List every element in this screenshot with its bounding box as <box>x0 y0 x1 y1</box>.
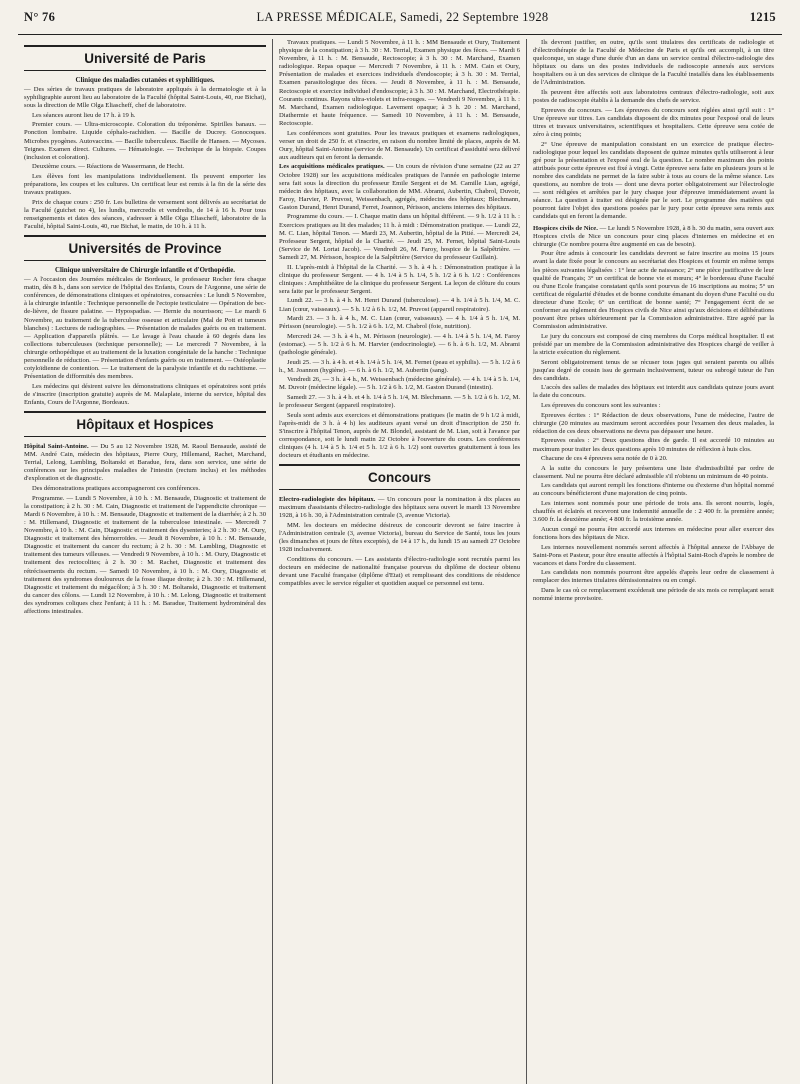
paragraph: Ils devront justifier, en outre, qu'ils sont titulaires des certificats de radiologie et d'électrothérapie de la Faculté de Médecine de Paris et qu'ils ont accompli, à un titre quelconque, un stage d'une durée d'un an dans un service central d'électro-radiologie des hôpitaux ou dans un des postes individuels de radioscopie annexés aux services hospitaliers ou à un des services de clinique de la Faculté installés dans les établissements de l'Administration. <box>533 39 774 87</box>
paragraph <box>533 225 774 249</box>
column-3 <box>526 39 780 1084</box>
paragraph: Seuls sont admis aux exercices et démonstrations pratiques (le matin de 9 h 1/2 à midi, l'après-midi de 3 h. à 4 h) les auditeurs ayant versé un droit d'inscription de 250 fr. S'inscrire à l'hôpital Tenon, auprès de M. Blondel, assistant de M. Lian, soit à l'avance par correspondance, soit le lundi matin 22 Octobre à l'ouverture du cours. Les conférences cliniques (4 h. 1/4 à 5 h. 1/4 et 5 h. 1/2 à 6 h. 1/2) sont ouvertes gratuitement à tous les docteurs et étudiants en médecine. <box>279 411 520 460</box>
paragraph <box>24 443 266 483</box>
paragraph: Jeudi 25. — 3 h. à 4 h. et 4 h. 1/4 à 5 h. 1/4, M. Fernet (peau et syphilis). — 5 h. 1/2 à 6 h., M. Joannon (hygiène). — 6 h. à 6 h. 1/2, M. Aubertin (sang). <box>279 358 520 374</box>
paragraph-text: — Du 5 au 12 Novembre 1928, M. Raoul Bensaude, assisté de MM. André Cain, médecin des hôpitaux, Pierre Oury, Hillemand, Rachet, Marchand, Terrial, Lelong, Lambling, Boltanski et Baradue, fera, dans son service, une série de conférences sur les principales maladies de l'intestin (rectum inclus) et les méthodes d'exploration et de diagnostic. <box>24 443 266 483</box>
paragraph-text: — Un concours pour la nomination à dix places au maximum d'assistants d'électro-radiologie des hôpitaux sera ouvert le mardi 13 Novembre 1928, à 16 h. 30, à l'Administration centrale (3, avenue Victoria). <box>279 496 520 520</box>
paragraph: Seront obligatoirement tenus de se récuser tous juges qui seraient parents ou alliés jusqu'au degré de cousin issu de germain inclusivement, tuteur ou subrogé tuteur de l'un des candidats. <box>533 358 774 382</box>
paragraph <box>279 163 520 212</box>
paragraph: L'accès des salles de malades des hôpitaux est interdit aux candidats quinze jours avant la date du concours. <box>533 384 774 400</box>
paragraph: Les médecins qui désirent suivre les démonstrations cliniques et opératoires sont priés de s'inscrire (inscription gratuite) auprès de M. Malaplate, interne du service, hôpital des Enfants, Cours de l'Argonne, Bordeaux. <box>24 382 266 406</box>
paragraph: Les candidats qui auront rempli les fonctions d'interne ou d'externe d'un hôpital nommé au concours bénéficieront d'une majoration de cinq points. <box>533 482 774 498</box>
paragraph: — A l'occasion des Journées médicales de Bordeaux, le professeur Rocher fera chaque matin, dès 8 h., dans son service de l'hôpital des Enfants, Cours de l'Argonne, une série de conférences, de démonstrations cliniques et opératoires, consacrées : Le lundi 5 Novembre, à la chirurgie infantile : Technique personnelle de l'ectopie testiculaire — Opération de bec-de-lièvre, de fissure palatine. — Hypospadias. — Hernie du nourrisson; — Le mardi 6 Novembre, au traitement de la tuberculose osseuse et articulaire (Mal de Pott et tumeurs blanches) : Lectures de radiographies. — Présentation de malades guéris ou en traitement. — Application d'appareils plâtrés. — Le lavage à l'eau chaude à 60 degrés dans les collections tuberculeuses (technique personnelle); — Le mercredi 7 Novembre, à la chirurgie orthopédique et au traitement de la luxation congénitale de la hanche : Technique personnelle de réduction. — Présentation d'enfants guéris ou en traitement. — Ostéoplastie cotyloïdienne de contention. — Le traitement de la paralysie infantile et du rachitisme. — Présentation de difformités des membres. <box>24 276 266 381</box>
paragraph: Epreuves orales : 2° Deux questions dites de garde. Il est accordé 10 minutes au maximum pour traiter les deux questions après 10 minutes de réflexion à huis clos. <box>533 437 774 453</box>
paragraph: Deuxième cours. — Réactions de Wassermann, de Hecht. <box>32 163 185 171</box>
paragraph: 2° Une épreuve de manipulation consistant en un exercice de pratique électro-radiologique pour lequel les candidats disposent de quinze minutes qu'ils utiliseront à leur gré pour la présentation et l'exposé oral de la question. Le nombre maximum des points attribués pour cette épreuve est fixé à vingt. Cette épreuve sera faite en plusieurs jours si le nombre des candidats ne permet de la faire subir à tous au cours de la même séance. Les questions, au nombre de trois — dont une devra porter obligatoirement sur l'électrologie — sont rédigées et arrêtées par le jury chaque jour d'épreuve immédiatement avant la séance. La question à traiter est désignée par le sort. Le programme des matières qui pourront faire l'objet des questions posées par le jury pour cette épreuve sera remis aux candidats qui en feront la demande. <box>533 140 774 221</box>
paragraph: Les internes nouvellement nommés seront affectés à l'hôpital annexe de l'Abbaye de Saint-Pons et Pasteur, pour être ensuite affectés à l'hôpital Saint-Roch d'après le nombre de vacances et dans l'ordre du classement. <box>533 543 774 567</box>
paragraph: Conditions du concours. — Les assistants d'électro-radiologie sont recrutés parmi les docteurs en médecine de nationalité française pourvus du diplôme de docteur obtenu devant une Faculté française (diplôme d'Etat) et remplissant des conditions de résidence compatibles avec le service régulier et quotidien auquel ce personnel est tenu. <box>279 555 520 588</box>
paragraph: MM. les docteurs en médecine désireux de concourir devront se faire inscrire à l'Administration centrale (3, avenue Victoria), bureau du Service de Santé, tous les jours (les dimanches et jours de fêtes exceptés), de 14 à 17 h., du lundi 15 au samedi 27 Octobre 1928 inclusivement. <box>279 521 520 554</box>
paragraph: Les épreuves du concours sont les suivantes : <box>541 402 661 410</box>
paragraph: Les séances auront lieu de 17 h. à 19 h. <box>32 111 136 119</box>
page-number: N° 76 <box>24 10 56 24</box>
paragraph: Vendredi 26, — 3 h. à 4 h., M. Weissenbach (médecine générale). — 4 h. 1/4 à 5 h. 1/4, M. Duvoir (médecine légale). — 5 h. 1/2 à 6 h. 1/2, M. Gaston Durand (intestin). <box>279 376 520 392</box>
paragraph: Les élèves font les manipulations individuellement. Ils peuvent emporter les préparations, les coupes et les cultures. Un certificat leur est remis à la fin de la série des travaux pratiques. <box>24 172 266 197</box>
paragraph: Samedi 27. — 3 h. à 4 h. et 4 h. 1/4 à 5 h. 1/4, M. Blechmann. — 5 h. 1/2 à 6 h. 1/2, M. le professeur Sergent (appareil respiratoire). <box>279 393 520 410</box>
paragraph: Mercredi 24. — 3 h. à 4 h., M. Périsson (neurologie). — 4 h. 1/4 à 5 h. 1/4, M. Faroy (estomac). — 5 h. 1/2 à 6 h. M. Harvier (endocrinologie). — 6 h. à 6 h. 1/2, M. Abrami (pathologie générale). <box>279 332 520 356</box>
paragraph: — Des séries de travaux pratiques de laboratoire appliqués à la dermatologie et à la syphiligraphie auront lieu au laboratoire de la Faculté (hôpital Saint-Louis, 40, rue Bichat), sous la direction de Mlle Olga Eliascheff, chef de laboratoire. <box>24 86 266 110</box>
paragraph: Programme. — Lundi 5 Novembre, à 10 h. : M. Bensaude, Diagnostic et traitement de la constipation; à 2 h. 30 : M. Cain, Diagnostic et traitement de l'appendicite chronique — Mardi 6 Novembre, à 10 h. : M. Bensaude, Diagnostic et traitement de la diarrhée; à 2 h. 30 : M. Hillemand, Diagnostic et traitement de la tuberculose intestinale. — Mercredi 7 Novembre, à 10 h. : M. Cain, Diagnostic et traitement des dysenteries; à 2 h. 30 : M. Oury, Diagnostic et traitement des hémorroïdes. — Jeudi 8 Novembre, à 10 h. : M. Bensaude, Diagnostic et traitement du cancer du rectum; à 2 h. 30 : M. Lambling, Diagnostic et traitement des tumeurs villeuses. — Vendredi 9 Novembre, à 10 h. : M. Oury, Diagnostic et traitement des rectocolites; à 2 h. 30 : M. Rachet, Diagnostic et traitement des rétrécissements du rectum. — Samedi 10 Novembre, à 10 h. : M. Oury, Diagnostic et traitement des syndromes douloureux de la fosse iliaque droite; à 2 h. 30 : M. Hillemand, Diagnostic et traitement du mégacôlon; à 3 h. 30 : M. Boltanski, Diagnostic et traitement du cancer des côlons. — Lundi 12 Novembre, à 10 h. : M. Lelong, Diagnostic et traitement des syndromes coliques chez l'enfant; à 11 h. : M. Baradue, Traitement hydrominéral des affections intestinales. <box>24 494 266 615</box>
run-in-heading: Hôpital Saint-Antoine. <box>24 443 89 451</box>
paragraph <box>279 496 520 520</box>
paragraph: A la suite du concours le jury présentera une liste d'admissibilité par ordre de classement. Nul ne pourra être déclaré admissible s'il n'obtenu un minimum de 40 points. <box>533 464 774 480</box>
paragraph: Les candidats non nommés pourront être appelés d'après leur ordre de classement à remplacer des internes titulaires démissionnaires ou en congé. <box>533 569 774 585</box>
run-in-heading: Les acquisitions médicales pratiques. <box>279 163 385 171</box>
paragraph: Le jury du concours est composé de cinq membres du Corps médical hospitalier. Il est présidé par un membre de la Commission administrative des Hospices chargé de veiller à la stricte exécution du règlement. <box>533 332 774 356</box>
paragraph: Epreuves écrites : 1° Rédaction de deux observations, l'une de médecine, l'autre de chirurgie (20 minutes au maximum seront accordées pour l'examen des deux malades, la rédaction de ces deux observations ne devra pas dépasser une heure. <box>533 411 774 435</box>
paragraph: Prix de chaque cours : 250 fr. Les bulletins de versement sont délivrés au secrétariat de la Faculté (guichet no 4), les lundis, mercredis et vendredis, de 14 à 16 h. Pour tous renseignements et dates des séances, s'adresser à Mlle Olga Eliascheff, laboratoire de la Faculté, hôpital Saint-Louis, 40, rue Bichat, le matin, de 10 h. à 11 h. <box>24 198 266 230</box>
run-in-heading: Hospices civils de Nice. <box>533 224 598 232</box>
paragraph-text: — Un cours de révision d'une semaine (22 au 27 Octobre 1928) sur les acquisitions médicales pratiques de l'année en pathologie interne sera fait sous la direction du professeur Emile Sergent et de M. Camille Lian, agrégé, médecin des hôpitaux, avec la collaboration de MM. Abrami, Aubertin, Chabrol, Duvoir, Faroy, Harvier, P. Pruvost, Weissenbach, agrégés, médecins des hôpitaux; Blechmann, Gaston Durand, Henri Durand, Ferret, Joannon, Périsson, anciens internes des hôpitaux. <box>279 163 521 211</box>
paragraph: Les conférences sont gratuites. Pour les travaux pratiques et examens radiologiques, verser un droit de 250 fr. et s'inscrire, en raison du nombre limité de places, auprès de M. Oury, hôpital Saint-Antoine (service de M. Bensaude). Un certificat d'assiduité sera délivré aux auditeurs qui en feront la demande. <box>279 129 520 161</box>
paragraph: Chacune de ces 4 épreuves sera notée de 0 à 20. <box>541 455 668 463</box>
columns <box>18 39 782 1084</box>
run-in-heading: Electro-radiologiste des hôpitaux. <box>279 496 376 504</box>
paragraph: Aucun congé ne pourra être accordé aux internes en médecine pour aller exercer des fonctions hors des hôpitaux de Nice. <box>533 525 774 541</box>
paragraph: Programme du cours. — I. Chaque matin dans un hôpital différent. — 9 h. 1/2 à 11 h. : Exercices pratiques au lit des malades; 11 h. à midi : Démonstration pratique. — Lundi 22, M. C. Lian, hôpital Tenon. — Mardi 23, M. Aubertin, hôpital de la Pitié. — Mercredi 24, Professeur Sergent, hôpital de la Charité. — Jeudi 25, M. Fernet, hôpital Saint-Louis (Service de M. Lortat Jacob). — Vendredi 26, M. Faroy, hospice de la Salpêtrière. — Samedi 27, M. Périsson, hospice de la Salpêtrière (Service du professeur Guillain). <box>279 213 520 261</box>
column-1 <box>18 39 272 1084</box>
paragraph: Ils peuvent être affectés soit aux laboratoires centraux d'électro-radiologie, soit aux postes de radioscopie établis à la demande des chefs de service. <box>533 89 774 105</box>
paragraph: Epreuves du concours. — Les épreuves du concours sont réglées ainsi qu'il suit : 1° Une épreuve sur titres. Les candidats disposent de dix minutes pour l'exposé oral de leurs titres et travaux universitaires, scientifiques et hospitaliers. Cette épreuve sera cotée de zéro à cinq points; <box>533 106 774 139</box>
paragraph: Lundi 22. — 3 h. à 4 h. M. Henri Durand (tuberculose). — 4 h. 1/4 à 5 h. 1/4, M. C. Lian (cœur, vaisseaux). — 5 h. 1/2 à 6 h. 1/2, M. Pruvost (appareil respiratoire). <box>279 297 520 313</box>
paragraph: Les internes sont nommés pour une période de trois ans. Ils seront nourris, logés, chauffés et éclairés et recevront une indemnité annuelle de : 2 400 fr. la première année; 3.600 fr. la deuxième année; 4 800 fr. la troisième année. <box>533 500 774 524</box>
section-title-paris: Université de Paris <box>24 45 266 71</box>
section-title-hopitaux: Hôpitaux et Hospices <box>24 411 266 437</box>
section-title-province: Universités de Province <box>24 235 266 261</box>
subheading-clinique-cutanee: Clinique des maladies cutanées et syphilitiques. <box>75 77 215 84</box>
paragraph: Travaux pratiques. — Lundi 5 Novembre, à 11 h. : MM Bensaude et Oury, Traitement physique de la constipation; à 3 h. 30 : M. Terrial, Examen physique des fèces. — Mardi 6 Novembre, à 11 h. : M. Bensaude, Rectoscopie; à 3 h. 30 : M. Marchand, Examen radiologique. Repas opaque — Mercredi 7 Novembre, à 11 h. : MM. Cain et Oury, Présentation de malades et exercices individuels d'endoscopie; à 3 h. 30 : M. Terrial, Examen parasitologique des fèces. — Jeudi 8 Novembre, à 11 h. : M. Bensaude, Rectoscopie et exercice individuel d'endoscopie; à 3 h. 30 : M. Marchand, Electrothérapie. Courants continus. Rayons ultra-violets et infra-rouges. — Vendredi 9 Novembre, à 11 h. : M. Marchand, Examen radiologique. Lavement opaque; à 3 h. 20 : M. Marchand, Diathermie et haute fréquence. — Samedi 10 Novembre, à 11 h. : M. Bensaude, Rectoscopie. <box>279 39 520 127</box>
subheading-chirurgie-infantile: Clinique universitaire de Chirurgie infantile et d'Orthopédie. <box>55 267 235 275</box>
paragraph: Mardi 23. — 3 h. à 4 h., M. C. Lian (cœur, vaisseaux). — 4 h. 1/4 à 5 h. 1/4, M. Périsson (neurologie). — 5 h. 1/2 à 6 h. 1/2, M. Chabrol (foie, nutrition). <box>279 315 520 331</box>
paragraph: Premier cours. — Ultra-microscopie. Coloration du tréponème. Spirilles banaux. — Ponction lombaire. Liquide céphalo-rachidien. — Bacille de Ducrey. Gonocoques. Microbes pyogènes. Autovaccins. — Bacille tuberculeux. Bacille de Hansen. — Mycoses. Teignes. Examen direct. Cultures. — Hématologie. — Technique de la biopsie. Coupes (inclusion et coloration). <box>24 121 266 161</box>
paragraph: Dans le cas où ce remplacement excéderait une période de six mois ce remplaçant serait nommé interne provisoire. <box>533 587 774 603</box>
column-2 <box>272 39 526 1084</box>
folio-number: 1215 <box>749 10 776 24</box>
publication-title: LA PRESSE MÉDICALE, Samedi, 22 Septembre 1928 <box>256 10 549 24</box>
paragraph: Pour être admis à concourir les candidats devront se faire inscrire au moins 15 jours avant la date fixée pour le concours au secrétariat des Hospices et fournir en même temps les pièces suivantes légalisées : 1° leur acte de naissance; 2° une pièce justificative de leur qualité de Français; 3° un certificat de bonne vie et mœurs; 4° le bordereau d'une Faculté ou d'une Ecole française constatant qu'ils sont pourvus de 16 inscriptions au moins; 5° un certificat de régularité d'études et de bonne conduite émanant du doyen d'une Faculté ou du directeur d'une Ecole; 6° un certificat de bonne santé; 7° l'engagement écrit de se conformer au règlement des Hospices civils de Nice ainsi qu'aux décisions et délibérations pouvant être prises ultérieurement par la Commission administrative. Etre agréé par la Commission administrative. <box>533 250 774 331</box>
section-title-concours: Concours <box>279 464 520 490</box>
paragraph: II. L'après-midi à l'hôpital de la Charité. — 3 h. à 4 h. : Démonstration pratique à la clinique du professeur Sergent. — 4 h. 1/4 à 5 h. 1/4, 5 h. 1/2 à 6 h. 1/2 : Conférences cliniques : Amphithéâtre de la clinique du professeur Sergent. La leçon de clôture du cours sera faite par le professeur Sergent. <box>279 263 520 295</box>
paragraph: Des démonstrations pratiques accompagneront ces conférences. <box>32 485 201 493</box>
paragraph-text: — Le lundi 5 Novembre 1928, à 8 h. 30 du matin, sera ouvert aux Hospices civils de Nice un concours pour cinq places d'internes en médecine et en chirurgie (Ce nombre pourra être augmenté en cas de besoin). <box>533 224 774 248</box>
page-header <box>18 10 782 35</box>
